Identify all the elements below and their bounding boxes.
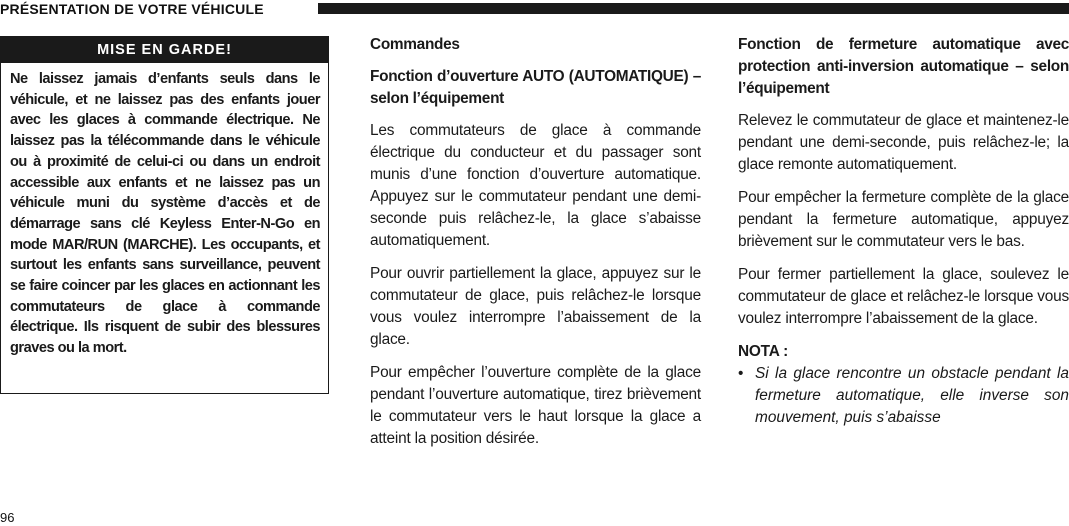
paragraph: Pour ouvrir partiellement la glace, appuyez sur le commutateur de glace, puis relâchez-le lorsque vous voulez interrompre l’abaissement de la glace. — [370, 265, 701, 348]
subsection-heading-auto-open: Fonction d’ouverture AUTO (AUTOMATIQUE) – selon l’équipement — [370, 68, 701, 107]
column-auto-close — [738, 34, 1069, 429]
note-bullet-text: Si la glace rencontre un obstacle pendant la fermeture automatique, elle inverse son mouvement, puis s’abaisse — [755, 365, 1069, 426]
page-number: 96 — [0, 510, 15, 525]
column-commands — [370, 34, 701, 461]
note-bullet-item — [738, 363, 1069, 429]
paragraph: Relevez le commutateur de glace et maintenez-le pendant une demi-seconde, puis relâchez-le; la glace remonte automatiquement. — [738, 112, 1069, 173]
warning-body: Ne laissez jamais d’enfants seuls dans le véhicule, et ne laissez pas des enfants jouer avec les glaces à commande électrique. Ne laissez pas la télécommande dans le véhicule ou à proximité de celui-ci ou dans un endroit accessible aux enfants et ne laissez pas un véhicule muni du système d’accès et de démarrage sans clé Keyless Enter-N-Go en mode MAR/RUN (MARCHE). Les occupants, et surtout les enfants sans surveillance, peuvent se faire coincer par les glaces en actionnant les commutateurs de glace à commande électrique. Ils risquent de subir des blessures graves ou la mort. — [10, 71, 320, 357]
warning-title: MISE EN GARDE! — [1, 37, 328, 63]
paragraph: Les commutateurs de glace à commande électrique du conducteur et du passager sont munis d’une fonction d’ouverture automatique. Appuyez sur le commutateur pendant une demi-seconde puis relâchez-le, la glace s’abaisse automatiquement. — [370, 122, 701, 249]
note-label: NOTA : — [738, 343, 789, 360]
paragraph: Pour fermer partiellement la glace, soulevez le commutateur de glace et relâchez-le lorsque vous voulez interrompre l’abaissement de la glace. — [738, 266, 1069, 327]
subsection-heading-auto-close: Fonction de fermeture automatique avec protection anti-inversion automatique – selon l’équipement — [738, 36, 1069, 97]
section-heading: Commandes — [370, 36, 460, 53]
paragraph: Pour empêcher la fermeture complète de la glace pendant la fermeture automatique, appuyez brièvement sur le commutateur vers le bas. — [738, 189, 1069, 250]
bullet-icon: • — [738, 365, 744, 382]
running-header: PRÉSENTATION DE VOTRE VÉHICULE — [0, 0, 272, 18]
warning-box — [0, 36, 329, 394]
header-rule — [318, 3, 1069, 14]
paragraph: Pour empêcher l’ouverture complète de la glace pendant l’ouverture automatique, tirez brièvement le commutateur vers le haut lorsque la glace a atteint la position désirée. — [370, 364, 701, 447]
